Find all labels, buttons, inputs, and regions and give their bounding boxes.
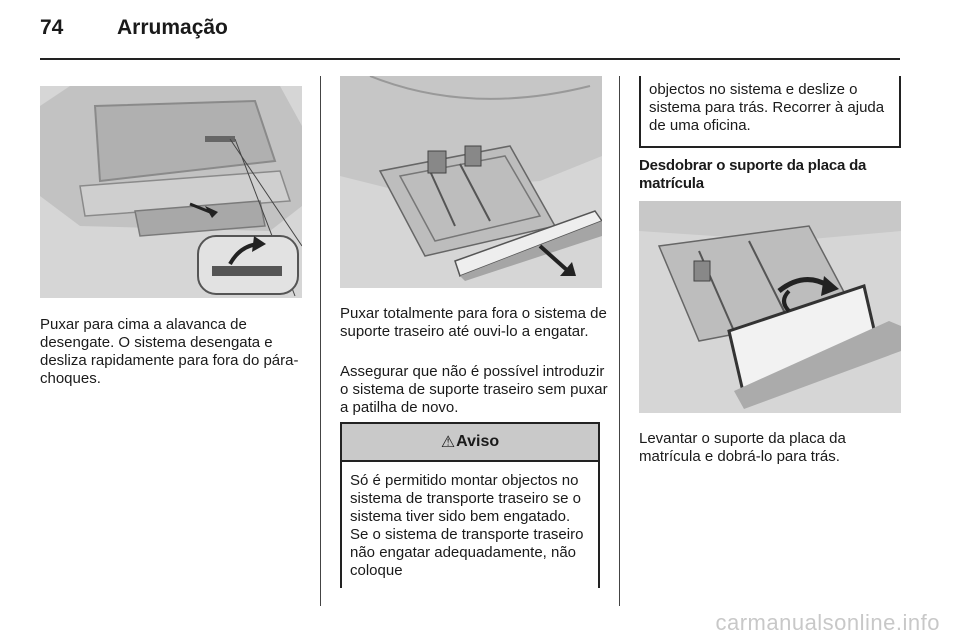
header-rule (40, 58, 900, 60)
figure-release-lever (40, 86, 302, 298)
column1-text: Puxar para cima a alavanca de desengate. O sistema desengata e desliza rapidamente para fora do pára-choques. (40, 316, 299, 387)
page-number: 74 (40, 16, 64, 39)
warning-box (340, 422, 600, 588)
column3-text: Levantar o suporte da placa da matrícula e dobrá-lo para trás. (639, 430, 846, 465)
column2-text-1: Puxar totalmente para fora o sistema de suporte traseiro até ouvi-lo a engatar. (340, 305, 607, 340)
figure-carrier-pulled-out (340, 76, 602, 288)
warning-continued-box (639, 76, 901, 148)
warning-header (342, 424, 598, 462)
column2-text-2: Assegurar que não é possível introduzir o sistema de suporte traseiro sem puxar a patilha de novo. (340, 363, 608, 416)
page-title: Arrumação (117, 16, 228, 39)
watermark: carmanualsonline.info (715, 610, 940, 635)
column-divider-2 (619, 76, 620, 606)
warning-triangle-icon: ⚠ (440, 434, 456, 451)
figure-license-plate-holder (639, 201, 901, 413)
warning-title: Aviso (456, 433, 500, 450)
warning-continued-text: objectos no sistema e deslize o sistema para trás. Recorrer à ajuda de uma oficina. (649, 81, 885, 134)
column-divider-1 (320, 76, 321, 606)
warning-text: Só é permitido montar objectos no sistema de transporte traseiro se o sistema tiver sido bem engatado. Se o sistema de transporte traseiro não engatar adequadamente, não coloque (350, 472, 584, 579)
section-subheading: Desdobrar o suporte da placa da matrícula (639, 157, 867, 192)
